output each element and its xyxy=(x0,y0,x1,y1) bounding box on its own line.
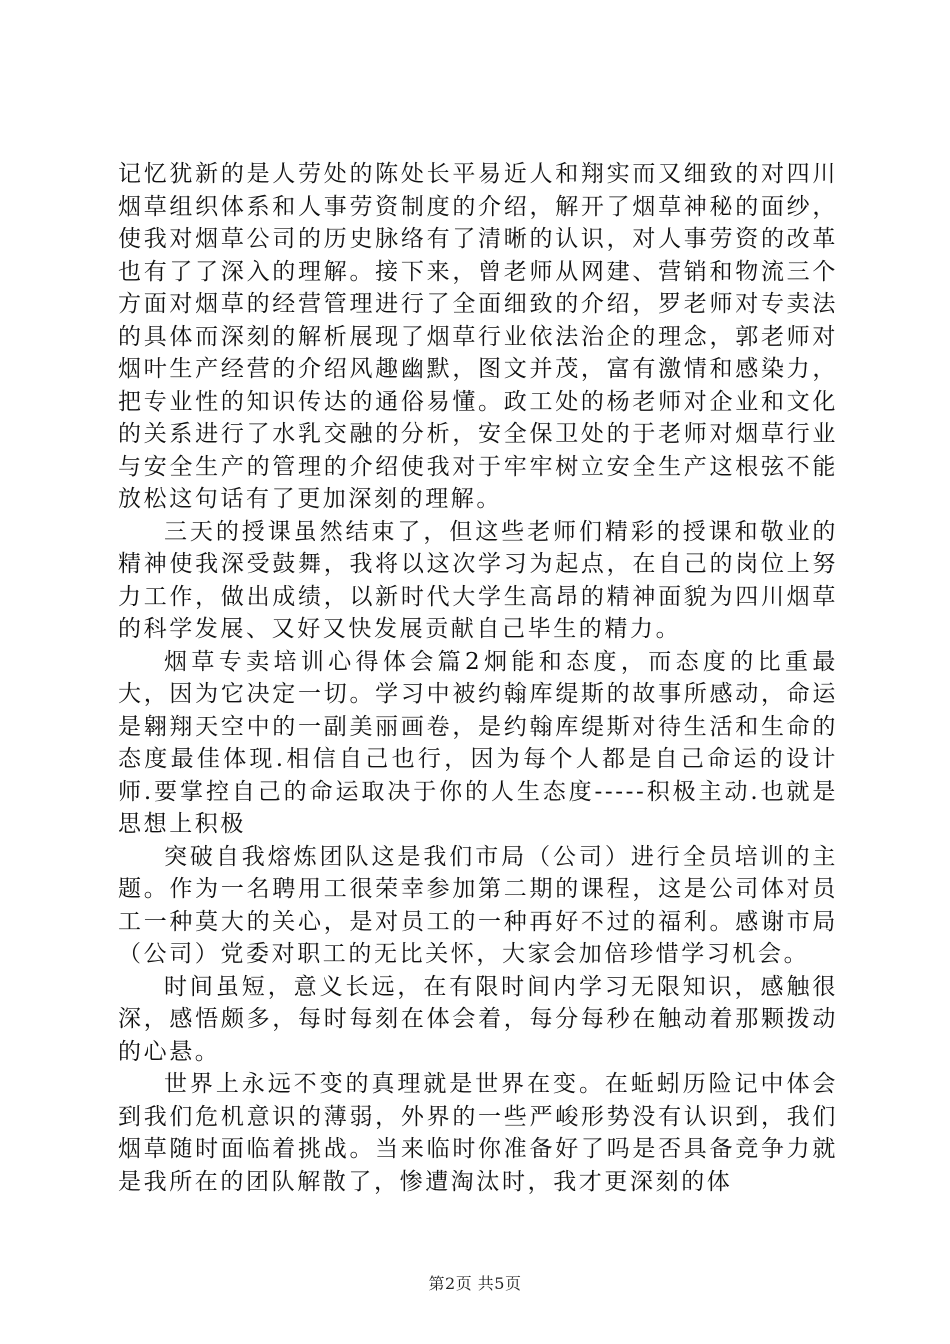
paragraph-3: 烟草专卖培训心得体会篇2炯能和态度，而态度的比重最大，因为它决定一切。学习中被约翰库缇斯的故事所感动，命运是翱翔天空中的一副美丽画卷，是约翰库缇斯对待生活和生命的态度最佳体现.相信自己也行，因为每个人都是自己命运的设计师.要掌控自己的命运取决于你的人生态度-----积极主动.也就是思想上积极 xyxy=(118,648,838,837)
paragraph-4: 突破自我熔炼团队这是我们市局（公司）进行全员培训的主题。作为一名聘用工很荣幸参加第二期的课程，这是公司体对员工一种莫大的关心，是对员工的一种再好不过的福利。感谢市局（公司）党委对职工的无比关怀，大家会加倍珍惜学习机会。 xyxy=(118,843,838,967)
paragraph-1: 记忆犹新的是人劳处的陈处长平易近人和翔实而又细致的对四川烟草组织体系和人事劳资制度的介绍，解开了烟草神秘的面纱，使我对烟草公司的历史脉络有了清晰的认识，对人事劳资的改革也有了了深入的理解。接下来，曾老师从网建、营销和物流三个方面对烟草的经营管理进行了全面细致的介绍，罗老师对专卖法的具体而深刻的解析展现了烟草行业依法治企的理念，郭老师对烟叶生产经营的介绍风趣幽默，图文并茂，富有激情和感染力，把专业性的知识传达的通俗易懂。政工处的杨老师对企业和文化的关系进行了水乳交融的分析，安全保卫处的于老师对烟草行业与安全生产的管理的介绍使我对于牢牢树立安全生产这根弦不能放松这句话有了更加深刻的理解。 xyxy=(118,161,838,512)
page-number-footer: 第2页 共5页 xyxy=(428,1274,522,1293)
paragraph-6: 世界上永远不变的真理就是世界在变。在蚯蚓历险记中体会到我们危机意识的薄弱，外界的一些严峻形势没有认识到，我们烟草随时面临着挑战。当来临时你准备好了吗是否具备竞争力就是我所在的团队解散了，惨遭淘汰时，我才更深刻的体 xyxy=(118,1071,838,1195)
document-body xyxy=(118,158,838,1198)
paragraph-2: 三天的授课虽然结束了，但这些老师们精彩的授课和敬业的精神使我深受鼓舞，我将以这次学习为起点，在自己的岗位上努力工作，做出成绩，以新时代大学生高昂的精神面貌为四川烟草的科学发展、又好又快发展贡献自己毕生的精力。 xyxy=(118,518,838,642)
paragraph-5: 时间虽短，意义长远，在有限时间内学习无限知识，感触很深，感悟颇多，每时每刻在体会着，每分每秒在触动着那颗拨动的心悬。 xyxy=(118,973,838,1065)
